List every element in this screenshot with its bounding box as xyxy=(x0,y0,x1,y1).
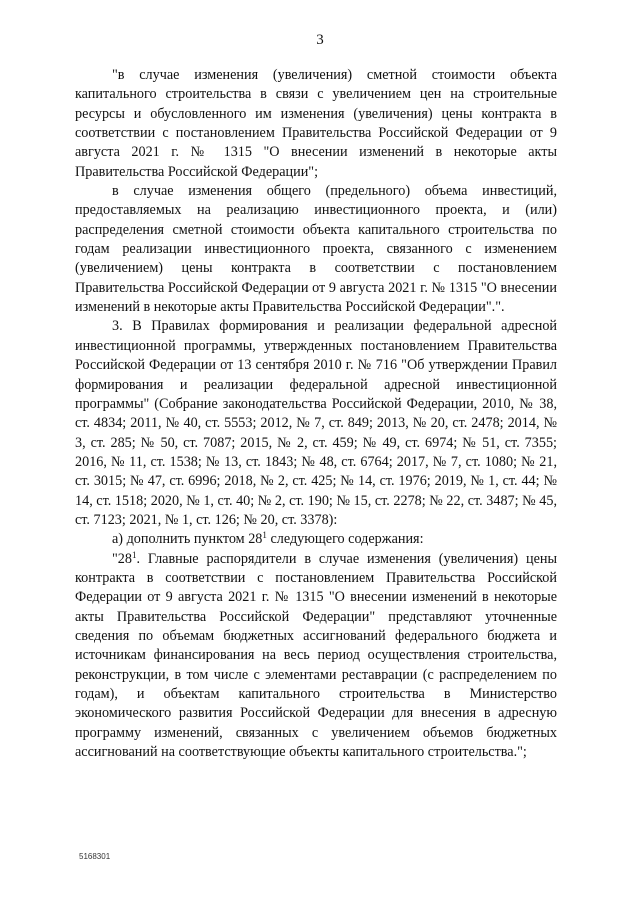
point-28-number: "28 xyxy=(112,550,132,567)
paragraph-rules-amendment-3: 3. В Правилах формирования и реализации федеральной адресной инвестиционной программы, утвержденных постановлением Правительства Российской Федерации от 13 сентября 2010 г. № 716 "Об утверждении Правил формирования и реализации федеральной адресной инвестиционной программы" (Собрание законодательства Российской Федерации, 2010, № 38, ст. 4834; 2011, № 40, ст. 5553; 2012, № 7, ст. 849; 2013, № 20, ст. 2478; 2014, № 3, ст. 285; № 50, ст. 7087; 2015, № 2, ст. 459; № 49, ст. 6974; № 51, ст. 7355; 2016, № 11, ст. 1538; № 13, ст. 1843; № 48, ст. 6764; 2017, № 7, ст. 1080; № 21, ст. 3015; № 47, ст. 6996; 2018, № 2, ст. 425; № 14, ст. 1976; 2019, № 1, ст. 44; № 14, ст. 1518; 2020, № 1, ст. 40; № 2, ст. 190; № 15, ст. 2278; № 22, ст. 3487; № 45, ст. 7123; 2021, № 1, ст. 126; № 20, ст. 3378): xyxy=(75,318,557,528)
item-a-text-tail: следующего содержания: xyxy=(266,531,424,548)
paragraph-quote-price-increase: "в случае изменения (увеличения) сметной стоимости объекта капитального строительства в связи с увеличением цен на строительные ресурсы и обусловленного им изменения (увеличения) цены контракта в соответствии с постановлением Правительства Российской Федерации от 9 августа 2021 г. № 1315 "О внесении изменений в некоторые акты Правительства Российской Федерации"; xyxy=(75,67,557,180)
page-number: 3 xyxy=(316,32,324,48)
superscript: 1 xyxy=(131,549,137,560)
point-28-1-text: . Главные распорядители в случае изменения (увеличения) цены контракта в соответствии с постановлением Правительства Российской Федерации от 9 августа 2021 г. № 1315 "О внесении изменений в некоторые акты Правительства Российской Федерации" представляют уточненные сведения по объемам бюджетных ассигнований федерального бюджета и источникам финансирования на весь период осуществления строительства, реконструкции, в том числе с элементами реставрации (с распределением по годам), и объектам капитального строительства в Министерство экономического развития Российской Федерации для внесения в адресную программу изменений, связанных с увеличением объемов бюджетных ассигнований на соответствующие объекты капитального строительства."; xyxy=(75,550,557,761)
document-body xyxy=(75,66,557,762)
paragraph-investment-volume-change: в случае изменения общего (предельного) объема инвестиций, предоставляемых на реализацию инвестиционного проекта, и (или) распределения сметной стоимости объекта капитального строительства по годам реализации инвестиционного проекта, связанного с изменением (увеличением) цены контракта в соответствии с постановлением Правительства Российской Федерации от 9 августа 2021 г. № 1315 "О внесении изменений в некоторые акты Правительства Российской Федерации".". xyxy=(75,183,557,316)
superscript: 1 xyxy=(262,530,267,541)
paragraph-item-a xyxy=(75,530,557,549)
paragraph-point-28-1 xyxy=(75,550,557,763)
item-a-text: а) дополнить пунктом 28 xyxy=(112,531,263,548)
document-id: 5168301 xyxy=(79,852,111,861)
